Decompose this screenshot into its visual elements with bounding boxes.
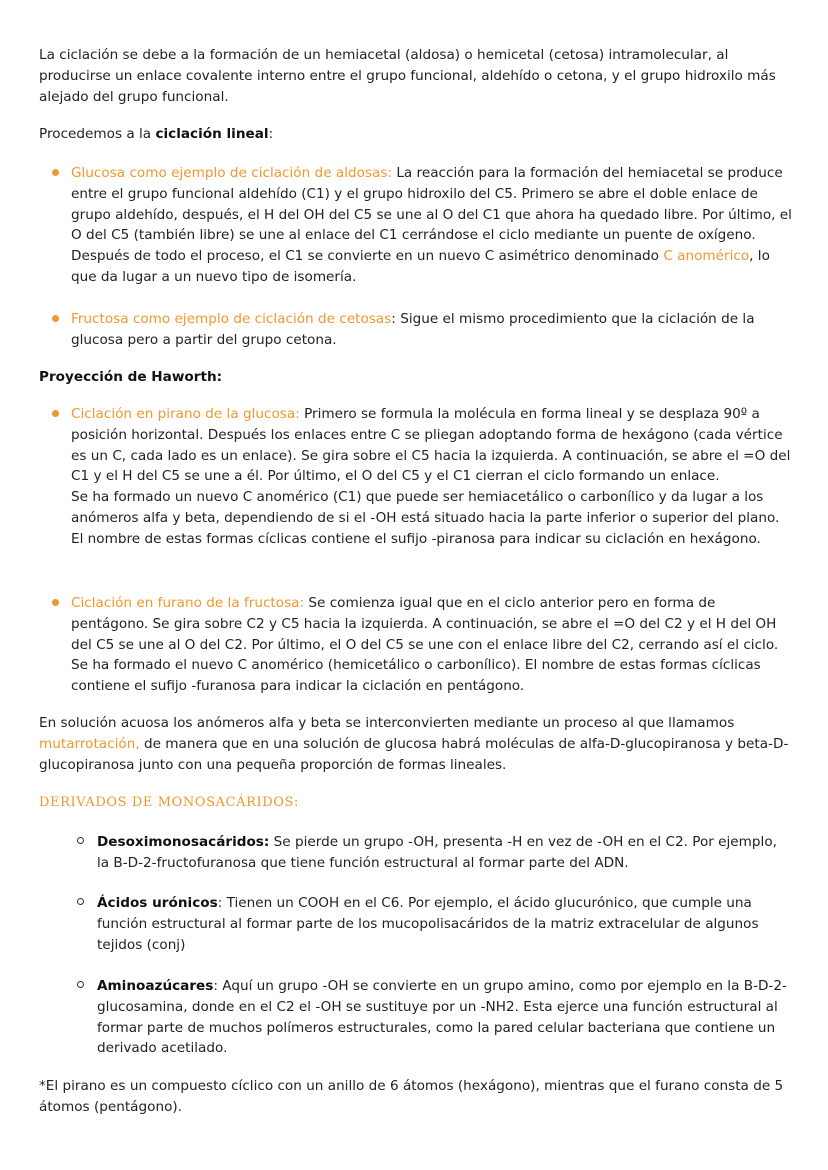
bullet-dot-icon <box>50 309 60 319</box>
bullet-dot-icon <box>50 404 60 414</box>
procedemos-prefix: Procedemos a la <box>39 126 156 142</box>
bullet-title: Ciclación en furano de la fructosa: <box>71 595 305 611</box>
mutarrotacion-term: mutarrotación, <box>39 735 140 752</box>
bullet-furano-fructosa <box>71 593 795 697</box>
bullet-text: : Sigue el mismo procedimiento que la ciclación de la glucosa pero a partir del grupo cetona. <box>71 311 755 348</box>
bullet-text: Primero se formula la molécula en forma lineal y se desplaza 90º a posición horizontal. Después los enlaces entre C se pliegan adoptando forma de hexágono (cada vértice es un C, cada lado es un enlace). Se gira sobre el C5 hacia la izquierda. A continuación, se abre el =O del C1 y el H del C5 se une a él. Por último, el O del C5 y el C1 cierran el ciclo formando un enlace. <box>71 406 791 485</box>
bullet-circle-icon <box>77 832 87 842</box>
derivado-bold: Ácidos urónicos <box>97 895 218 911</box>
derivado-aminoazucares <box>97 976 792 1059</box>
bullet-paragraph <box>71 404 795 487</box>
derivado-text: Se pierde un grupo -OH, presenta -H en vez de -OH en el C2. Por ejemplo, la B-D-2-fructofuranosa que tiene función estructural al formar parte del ADN. <box>97 834 777 871</box>
solucion-suffix: de manera que en una solución de glucosa habrá moléculas de alfa-D-glucopiranosa y beta-D-glucopiranosa junto con una pequeña proporción de formas lineales. <box>39 735 789 773</box>
mutarrotacion-paragraph <box>39 713 791 775</box>
bullet-title: Ciclación en pirano de la glucosa: <box>71 406 300 422</box>
c-anomerico-term: C anomérico <box>663 248 750 265</box>
procedemos-bold: ciclación lineal <box>155 126 269 142</box>
bullet-title: Fructosa como ejemplo de ciclación de cetosas <box>71 311 392 327</box>
bullet-title: Glucosa como ejemplo de ciclación de aldosas: <box>71 165 392 181</box>
bullet-paragraph-2: Se ha formado un nuevo C anomérico (C1) que puede ser hemiacetálico o carbonílico y da lugar a los anómeros alfa y beta, dependiendo de si el -OH está situado hacia la parte inferior o superior del plano. El nombre de estas formas cíclicas contiene el sufijo -piranosa para indicar su ciclación en hexágono. <box>71 489 780 547</box>
derivado-bold: Desoximonosacáridos: <box>97 834 270 850</box>
solucion-prefix: En solución acuosa los anómeros alfa y beta se interconvierten mediante un proceso al que llamamos <box>39 715 735 731</box>
derivados-section-title: DERIVADOS DE MONOSACÁRIDOS: <box>39 795 300 810</box>
derivado-bold: Aminoazúcares <box>97 978 214 994</box>
intro-paragraph: La ciclación se debe a la formación de un hemiacetal (aldosa) o hemicetal (cetosa) intramolecular, al producirse un enlace covalente interno entre el grupo funcional, aldehído o cetona, y el grupo hidroxilo más alejado del grupo funcional. <box>39 47 776 105</box>
bullet-circle-icon <box>77 976 87 986</box>
derivado-acidos-uronicos <box>97 893 792 955</box>
bullet-text-end: , lo que da lugar a un nuevo tipo de isomería. <box>71 248 770 285</box>
haworth-heading-text: Proyección de Haworth: <box>39 369 223 385</box>
bullet-text: La reacción para la formación del hemiacetal se produce entre el grupo funcional aldehído (C1) y el grupo hidroxilo del C5. Primero se abre el doble enlace de grupo aldehído, después, el H del OH del C5 se une al O del C1 que ahora ha quedado libre. Por último, el O del C5 (también libre) se une al enlace del C1 cerrándose el ciclo mediante un puente de oxígeno. Después de todo el proceso, el C1 se convierte en un nuevo C asimétrico denominado <box>71 165 792 265</box>
derivado-desoximonosacaridos <box>97 832 792 874</box>
bullet-pirano-glucosa <box>71 404 795 550</box>
bullet-circle-icon <box>77 893 87 903</box>
derivado-text: : Aquí un grupo -OH se convierte en un grupo amino, como por ejemplo en la B-D-2-glucosamina, donde en el C2 el -OH se sustituye por un -NH2. Esta ejerce una función estructural al formar parte de muchos polímeros estructurales, como la pared celular bacteriana que contiene un derivado acetilado. <box>97 978 787 1057</box>
haworth-heading <box>39 367 791 388</box>
bullet-fructosa-cetosas <box>71 309 795 351</box>
procedemos-suffix: : <box>268 126 274 142</box>
footnote: *El pirano es un compuesto cíclico con un anillo de 6 átomos (hexágono), mientras que el furano consta de 5 átomos (pentágono). <box>39 1078 784 1115</box>
procedemos-paragraph <box>39 124 791 145</box>
derivado-text: : Tienen un COOH en el C6. Por ejemplo, el ácido glucurónico, que cumple una función estructural al formar parte de los mucopolisacáridos de la matriz extracelular de algunos tejidos (conj) <box>97 895 759 953</box>
bullet-dot-icon <box>50 593 60 603</box>
bullet-glucosa-aldosas <box>71 163 795 288</box>
bullet-dot-icon <box>50 163 60 173</box>
bullet-text: Se comienza igual que en el ciclo anterior pero en forma de pentágono. Se gira sobre C2 y C5 hacia la izquierda. A continuación, se abre el =O del C2 y el H del OH del C5 se une al O del C2. Por último, el O del C5 se une con el enlace libre del C2, cerrando así el ciclo. Se ha formado el nuevo C anomérico (hemicetálico o carbonílico). El nombre de estas formas cíclicas contiene el sufijo -furanosa para indicar la ciclación en pentágono. <box>71 595 779 695</box>
